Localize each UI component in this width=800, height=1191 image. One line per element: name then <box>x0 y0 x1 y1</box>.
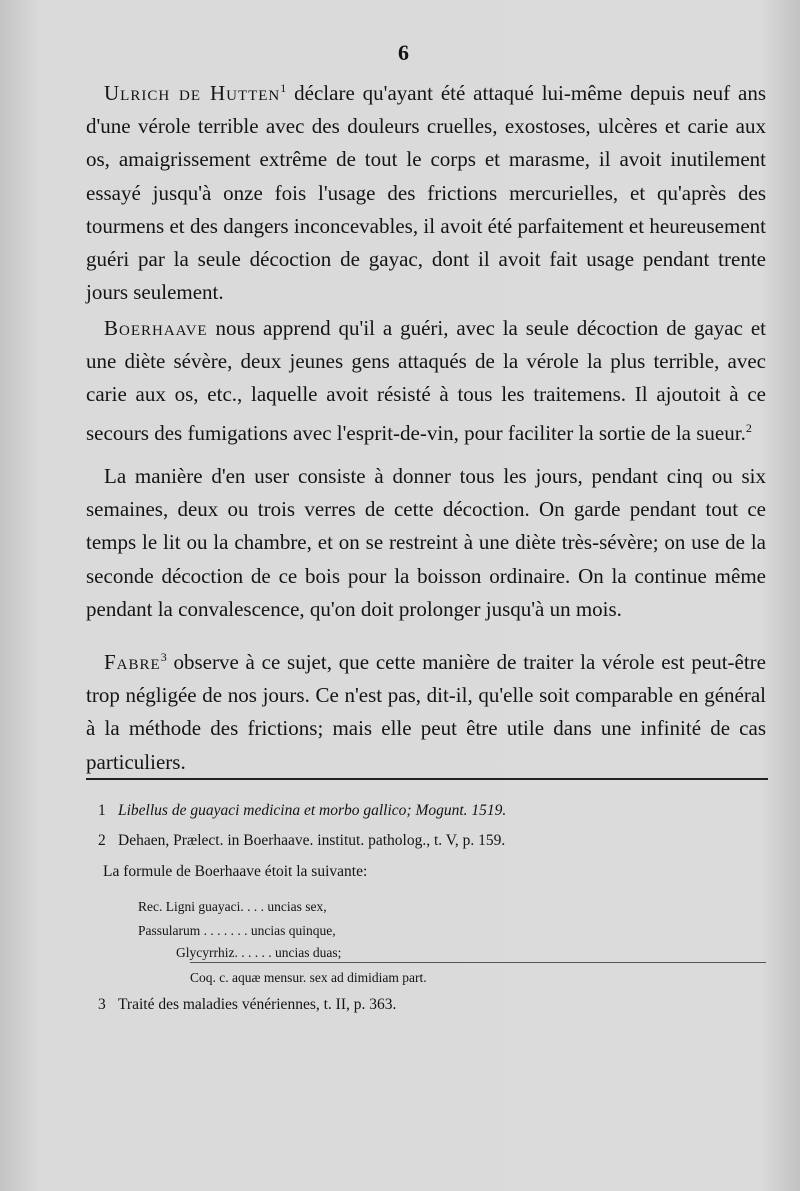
author-name: Fabre <box>104 650 161 674</box>
footnote-ref: 1 <box>280 81 287 95</box>
paragraph-text: observe à ce sujet, que cette manière de traiter la vérole est peut-être trop négligée de nos jours. Ce n'est pas, dit-il, qu'elle soit comparable en général à la méthode des frictions; mais elle peut être utile dans une infinité de cas particuliers. <box>86 650 766 774</box>
page-number: 6 <box>398 40 409 65</box>
footnote-number: 3 <box>98 996 106 1013</box>
recipe-line: Rec. Ligni guayaci. . . . uncias sex, <box>138 899 327 914</box>
recipe-line: Passularum . . . . . . . uncias quinque, <box>138 923 336 938</box>
footnote-number: 2 <box>98 832 106 849</box>
footnote-number: 1 <box>98 802 106 819</box>
footnote-text: Dehaen, Prælect. in Boerhaave. institut. patholog., t. V, p. 159. <box>118 832 506 849</box>
author-name: Boerhaave <box>104 316 208 340</box>
paragraph-usage <box>86 460 766 626</box>
footnote-ref: 2 <box>745 420 752 435</box>
recipe-divider <box>190 962 766 963</box>
paragraph-text: déclare qu'ayant été attaqué lui-même depuis neuf ans d'une vérole terrible avec des douleurs cruelles, exostoses, ulcères et carie aux os, amaigrissement extrême de tout le corps et marasme, il avoit inutilement essayé jusqu'à onze fois l'usage des frictions mercurielles, et qu'après des tourmens et des dangers inconcevables, il avoit été parfaitement et heureusement guéri par la seule décoction de gayac, dont il avoit fait usage pendant trente jours seulement. <box>86 81 766 305</box>
footnote-2-continuation <box>103 861 773 883</box>
footnote-divider <box>86 778 768 780</box>
paragraph-text: nous apprend qu'il a guéri, avec la seule décoction de gayac et une diète sévère, deux jeunes gens attaqués de la vérole la plus terrible, avec carie aux os, etc., laquelle avoit résisté à tous les traitemens. Il ajoutoit à ce secours des fumigations avec l'esprit-de-vin, pour faciliter la sortie de la sueur. <box>86 316 766 445</box>
footnote-ref: 3 <box>160 650 167 664</box>
footnote-2 <box>98 830 768 852</box>
paragraph-ulrich <box>86 72 766 309</box>
paragraph-fabre <box>86 641 766 779</box>
paragraph-text: La manière d'en user consiste à donner tous les jours, pendant cinq ou six semaines, deux ou trois verres de cette décoction. On garde pendant tout ce temps le lit ou la chambre, et on se restreint à une diète très-sévère; on use de la seconde décoction de ce bois pour la boisson ordinaire. On la continue même pendant la convalescence, qu'on doit prolonger jusqu'à un mois. <box>86 464 766 621</box>
author-name: Ulrich de Hutten <box>104 81 281 105</box>
footnote-text: La formule de Boerhaave étoit la suivante: <box>103 863 368 880</box>
recipe-line: Glycyrrhiz. . . . . . uncias duas; <box>176 945 342 960</box>
footnote-text: Traité des maladies vénériennes, t. II, p. 363. <box>118 996 397 1013</box>
paragraph-boerhaave <box>86 312 766 450</box>
footnote-1 <box>98 800 768 822</box>
footnote-3 <box>98 994 768 1016</box>
recipe-line: Coq. c. aquæ mensur. sex ad dimidiam part. <box>190 970 427 985</box>
footnote-text: Libellus de guayaci medicina et morbo gallico; Mogunt. 1519. <box>118 802 507 819</box>
